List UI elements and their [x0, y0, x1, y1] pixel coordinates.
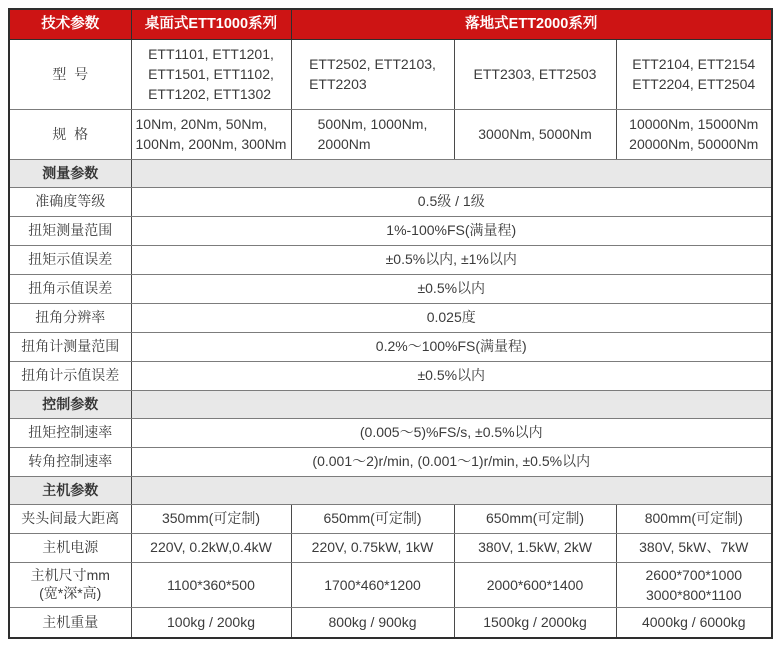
cell-value: ±0.5%以内 [131, 361, 772, 390]
table-row [9, 418, 772, 447]
table-row [9, 245, 772, 274]
table-row [9, 361, 772, 390]
cell-line: 10Nm, 20Nm, 50Nm, [135, 115, 267, 132]
row-label-spec: 规格 [9, 109, 131, 159]
cell-value: 650mm(可定制) [291, 504, 454, 533]
cell-model-ett2000-a [291, 39, 454, 109]
cell-value: 380V, 5kW、7kW [616, 533, 772, 562]
cell-value: 1100*360*500 [131, 562, 291, 608]
cell-value: 0.2%～100%FS(满量程) [131, 332, 772, 361]
cell-spec-ett2000-c [616, 109, 772, 159]
cell-value: 380V, 1.5kW, 2kW [454, 533, 616, 562]
table-row [9, 274, 772, 303]
row-label: 主机重量 [9, 608, 131, 638]
row-label: 夹头间最大距离 [9, 504, 131, 533]
table-row [9, 447, 772, 476]
cell-line: ETT2203 [309, 76, 367, 92]
cell-value: ±0.5%以内, ±1%以内 [131, 245, 772, 274]
cell-value: ±0.5%以内 [131, 274, 772, 303]
row-label: 扭矩控制速率 [9, 418, 131, 447]
section-control [9, 390, 772, 418]
cell-line: ETT2204, ETT2504 [632, 76, 756, 92]
cell-line: 3000*800*1100 [645, 586, 742, 603]
table-row [9, 303, 772, 332]
cell-value: 100kg / 200kg [131, 608, 291, 638]
cell-value: (0.005～5)%FS/s, ±0.5%以内 [131, 418, 772, 447]
cell-spec-ett2000-a [291, 109, 454, 159]
cell-line: 2000Nm [317, 136, 371, 152]
header-tech-params: 技术参数 [9, 9, 131, 39]
cell-value: 220V, 0.75kW, 1kW [291, 533, 454, 562]
row-label-model: 型号 [9, 39, 131, 109]
cell-value: 800mm(可定制) [616, 504, 772, 533]
row-label: 主机电源 [9, 533, 131, 562]
cell-value: 4000kg / 6000kg [616, 608, 772, 638]
cell-line: ETT1501, ETT1102, [148, 65, 274, 82]
row-label: 扭角计测量范围 [9, 332, 131, 361]
cell-model-ett2000-c [616, 39, 772, 109]
cell-line: 500Nm, 1000Nm, [317, 115, 428, 132]
table-row [9, 216, 772, 245]
cell-line: 主机尺寸mm [30, 567, 110, 584]
cell-line: 100Nm, 200Nm, 300Nm [135, 136, 287, 152]
cell-line: ETT1202, ETT1302 [148, 86, 272, 103]
row-label: 扭角计示值误差 [9, 361, 131, 390]
row-label: 准确度等级 [9, 187, 131, 216]
cell-value: 1500kg / 2000kg [454, 608, 616, 638]
table-row-power [9, 533, 772, 562]
row-label-dimensions [9, 562, 131, 608]
row-label: 扭矩测量范围 [9, 216, 131, 245]
table-header-row [9, 9, 772, 39]
cell-value: 0.025度 [131, 303, 772, 332]
cell-value: 1700*460*1200 [291, 562, 454, 608]
header-desktop-series: 桌面式ETT1000系列 [131, 9, 291, 39]
cell-value: 800kg / 900kg [291, 608, 454, 638]
cell-value: (0.001～2)r/min, (0.001～1)r/min, ±0.5%以内 [131, 447, 772, 476]
table-row [9, 332, 772, 361]
section-spacer [131, 159, 772, 187]
cell-value: 220V, 0.2kW,0.4kW [131, 533, 291, 562]
section-title-measure: 测量参数 [9, 159, 131, 187]
table-row-weight [9, 608, 772, 638]
cell-value: 350mm(可定制) [131, 504, 291, 533]
cell-value: 0.5级 / 1级 [131, 187, 772, 216]
cell-line: ETT2104, ETT2154 [632, 55, 756, 72]
table-row-dimensions [9, 562, 772, 608]
spec-table [8, 8, 773, 639]
section-measure [9, 159, 772, 187]
cell-line: 2600*700*1000 [645, 566, 743, 583]
table-row-distance [9, 504, 772, 533]
section-title-machine: 主机参数 [9, 476, 131, 504]
cell-value: 650mm(可定制) [454, 504, 616, 533]
table-row-spec [9, 109, 772, 159]
cell-spec-ett1000 [131, 109, 291, 159]
cell-value: 1%-100%FS(满量程) [131, 216, 772, 245]
header-floor-series: 落地式ETT2000系列 [291, 9, 772, 39]
row-label: 扭角分辨率 [9, 303, 131, 332]
section-spacer [131, 476, 772, 504]
cell-value: 2000*600*1400 [454, 562, 616, 608]
row-label: 扭角示值误差 [9, 274, 131, 303]
section-title-control: 控制参数 [9, 390, 131, 418]
cell-value-multiline [616, 562, 772, 608]
row-label: 扭矩示值误差 [9, 245, 131, 274]
cell-line: ETT2303, ETT2503 [473, 65, 597, 82]
cell-line: 10000Nm, 15000Nm [629, 115, 759, 132]
cell-model-ett2000-b [454, 39, 616, 109]
table-row [9, 187, 772, 216]
cell-spec-ett2000-b [454, 109, 616, 159]
cell-line: (宽*深*高) [39, 584, 102, 601]
table-row-model [9, 39, 772, 109]
cell-model-ett1000 [131, 39, 291, 109]
cell-line: 3000Nm, 5000Nm [478, 125, 592, 142]
cell-line: ETT2502, ETT2103, [309, 55, 436, 72]
section-machine [9, 476, 772, 504]
section-spacer [131, 390, 772, 418]
cell-line: 20000Nm, 50000Nm [629, 136, 759, 152]
row-label: 转角控制速率 [9, 447, 131, 476]
cell-line: ETT1101, ETT1201, [148, 45, 274, 62]
